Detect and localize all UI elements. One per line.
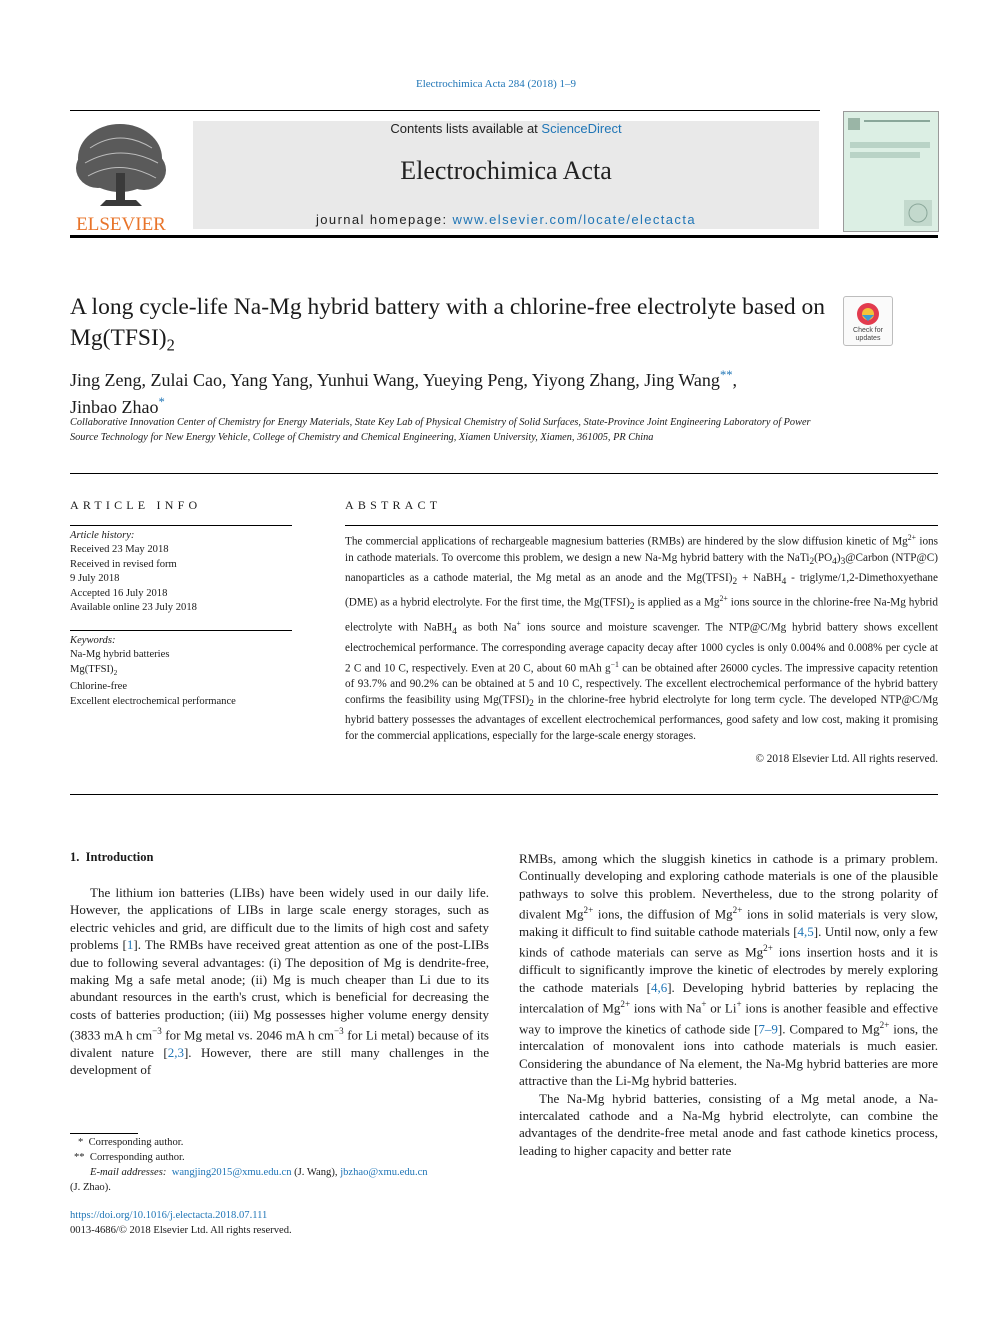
header-thick-rule <box>70 235 938 238</box>
paragraph: The lithium ion batteries (LIBs) have been widely used in our daily life. However, the applications of LIBs in large scale energy storages, such as electric vehicles and grid, are difficult due to the limits of high cost and safety problems [1]. The RMBs have received great attention as one of the post-LIBs due to following several advantages: (i) The deposition of Mg is dendrite-free, making Mg a safe metal anode; (ii) Mg is much cheaper than Li due to its abundant resources in the earth's crust, which is beneficial for decreasing the costs of batteries production; (iii) Mg possesses higher volume energy density (3833 mA h $cm^{-3}$ for Mg metal vs. 2046 mA h $cm^{-3}$ for Li metal) because of its divalent nature [2,3]. However, there are still many challenges in the development of <box>70 885 489 1078</box>
title-rule <box>70 473 938 474</box>
journal-name: Electrochimica Acta <box>400 156 612 185</box>
title-subscript: 2 <box>166 335 175 355</box>
keywords-label: Keywords: <box>70 635 116 646</box>
affiliation: Collaborative Innovation Center of Chemistry for Energy Materials, State Key Lab of Physical Chemistry of Solid Surfaces, State-Province Joint Engineering Laboratory of Power Source Technology for New Energy Vehicle, College of Chemistry and Chemical Engineering, Xiamen University, Xiamen, 361005, PR China <box>70 417 811 443</box>
author-separator: , <box>732 370 738 390</box>
keywords <box>70 634 292 709</box>
keyword-item: Chlorine-free <box>70 681 128 693</box>
abstract-bottom-rule <box>70 794 938 795</box>
elsevier-logo[interactable] <box>70 118 172 234</box>
author-list <box>70 364 830 418</box>
header-rule <box>70 110 820 111</box>
ref-link[interactable]: 7–9 <box>758 1020 778 1036</box>
section-heading-introduction: 1. Introduction <box>70 850 154 864</box>
body-column-right <box>519 850 938 1159</box>
history-item: Accepted 16 July 2018 <box>70 587 168 599</box>
abstract-text: The commercial applications of rechargeable magnesium batteries (RMBs) are hindered by the slow diffusion kinetic of $Mg^{2+}$ ions in cathode materials. To overcome this problem, we design a new Na-Mg hybrid battery with the $NaTi_2(PO_4)_3@Carbon$ (NTP@C) nanoparticles as a cathode material, the Mg metal as an anode and the $Mg(TFSI)_2$ + NaBH$_4$ - triglyme/1,2-Dimethoxyethane (DME) as a hybrid electrolyte. For the first time, the $Mg(TFSI)_2$ is applied as a $Mg^{2+}$ ions source in the chlorine-free Na-Mg hybrid electrolyte with NaBH$_4$ as both Na+ ions source and moisture scavenger. The NTP@C/Mg hybrid battery shows excellent electrochemical performance. The corresponding average capacity decay after 1000 cycles is only 0.004% and 0.008% per cycle at 2 C and 10 C, respectively. Even at 20 C, about 60 mAh $g^{-1}$ can be obtained after 26000 cycles. The impressive capacity retention of 93.7% and 90.2% can be obtained at 5 and 10 C, respectively. The excellent electrochemical performance of the hybrid battery confirms the feasibility using $Mg(TFSI)_2$ in the chlorine-free hybrid electrolyte for long term cycle. The developed NTP@C/Mg hybrid battery possesses the advantages of excellent electrochemical performances, good safety and low cost, making it promising for the commercial applications, especially for the large-scale energy storages. <box>345 533 939 743</box>
doi-link[interactable]: https://doi.org/10.1016/j.electacta.2018.07.111 <box>70 1210 268 1221</box>
article-info-rule <box>70 525 292 526</box>
footnotes <box>70 1135 489 1195</box>
history-item: 9 July 2018 <box>70 573 120 585</box>
keyword-item: $Mg(TFSI)_2$ <box>70 663 118 677</box>
author-last: Jinbao Zhao <box>70 397 159 417</box>
check-updates-label-2: updates <box>855 335 881 342</box>
email-link[interactable]: jbzhao@xmu.edu.cn <box>340 1167 428 1178</box>
elsevier-tree-icon <box>70 118 172 234</box>
history-item: Received in revised form <box>70 558 177 570</box>
footnote-2: ** Corresponding author. <box>74 1152 185 1163</box>
footnote-1: * Corresponding author. <box>78 1137 184 1148</box>
article-history <box>70 529 292 615</box>
footnote-emails: E-mail addresses: wangjing2015@xmu.edu.cn (J. Wang), jbzhao@xmu.edu.cn <box>90 1167 428 1178</box>
journal-cover-thumbnail[interactable] <box>843 111 939 232</box>
check-updates-label-1: Check for <box>853 327 883 334</box>
issn-copyright: 0013-4686/© 2018 Elsevier Ltd. All rights reserved. <box>70 1225 292 1236</box>
email-link[interactable]: wangjing2015@xmu.edu.cn <box>171 1167 292 1178</box>
sciencedirect-link[interactable]: ScienceDirect <box>541 121 622 136</box>
footnote-rule <box>70 1133 138 1134</box>
homepage-label: journal homepage: <box>316 212 453 227</box>
journal-citation[interactable]: Electrochimica Acta 284 (2018) 1–9 <box>415 78 577 90</box>
abstract-copyright: © 2018 Elsevier Ltd. All rights reserved. <box>755 753 938 765</box>
ref-link[interactable]: 2,3 <box>167 1044 184 1060</box>
paragraph: RMBs, among which the sluggish kinetics in cathode is a primary problem. Continually developing and exploring cathode materials is one of the plausible pathways to solve this problem. Nevertheless, due to the strong polarity of divalent $Mg^{2+}$ ions, the diffusion of $Mg^{2+}$ ions in solid materials is very slow, making it difficult to find suitable cathode materials [4,5]. Until now, only a few kinds of cathode materials can serve as $Mg^{2+}$ ions insertion hosts and it is difficult to significantly improve the kinetic of electrodes by merely exploring the cathode materials [4,6]. Developing hybrid batteries by replacing the intercalation of $Mg^{2+}$ ions with Na+ or Li+ ions is another feasible and effective way to improve the kinetics of cathode side [7–9]. Compared to $Mg^{2+}$ ions, the intercalation of monovalent ions into cathode materials is much easier. Considering the abundance of Na element, the Na-Mg hybrid batteries are more attractive than the Li-Mg hybrid batteries. <box>519 851 939 1089</box>
keyword-item: Excellent electrochemical performance <box>70 695 236 707</box>
footnote-email-owner: (J. Zhao). <box>70 1182 111 1193</box>
keywords-rule <box>70 630 292 631</box>
title-text: A long cycle-life Na-Mg hybrid battery with a chlorine-free electrolyte based on Mg(TFSI) <box>70 294 825 351</box>
corresponding-mark-2[interactable]: ** <box>719 368 733 382</box>
authors-text: Jing Zeng, Zulai Cao, Yang Yang, Yunhui Wang, Yueying Peng, Yiyong Zhang, Jing Wang <box>70 370 720 390</box>
paragraph: The Na-Mg hybrid batteries, consisting of a Mg metal anode, a Na-intercalated cathode and a Na-Mg hybrid electrolyte, can combine the advantages of the dendrite-free metal anode and fast cathode kinetics process, leading to higher capacity and better rate <box>519 1090 938 1158</box>
history-label: Article history: <box>70 530 135 541</box>
ref-link[interactable]: 4,5 <box>797 923 814 939</box>
journal-homepage <box>193 212 819 227</box>
contents-prefix: Contents lists available at <box>390 121 542 136</box>
ref-link[interactable]: 4,6 <box>650 979 668 995</box>
history-item: Available online 23 July 2018 <box>70 602 197 614</box>
homepage-link[interactable]: www.elsevier.com/locate/electacta <box>452 212 696 227</box>
ref-link[interactable]: 1 <box>126 937 134 953</box>
keyword-item: Na-Mg hybrid batteries <box>70 649 170 661</box>
body-column-left <box>70 884 489 1079</box>
article-info-heading: ARTICLE INFO <box>70 498 202 512</box>
abstract-rule <box>345 525 938 526</box>
journal-cover-icon <box>844 112 938 231</box>
elsevier-wordmark: ELSEVIER <box>76 214 166 234</box>
check-for-updates-button[interactable] <box>843 296 893 346</box>
article-title <box>70 292 830 361</box>
history-item: Received 23 May 2018 <box>70 544 169 556</box>
contents-line <box>193 121 819 136</box>
corresponding-mark-1[interactable]: * <box>158 395 165 409</box>
abstract-heading: ABSTRACT <box>345 498 442 512</box>
